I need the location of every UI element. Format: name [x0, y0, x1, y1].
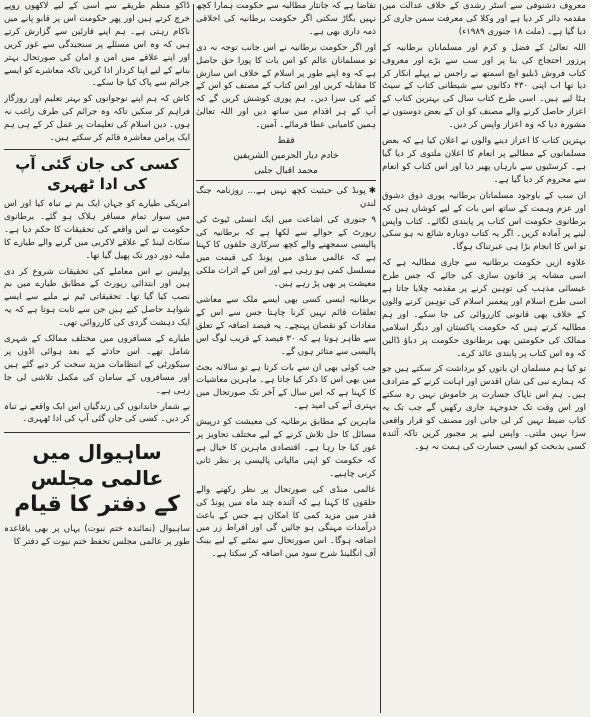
article-paragraph: معروف دشنوفی سے اسٹر رشدی کے خلاف عدالت میں مقدمہ دائر کر دیا ہے اور وکلا کی معرفت سمن جاری کر دیا گیا ہے۔ (ملت ۱۸ جنوری ۱۹۸۹ء): [382, 1, 586, 37]
article-paragraph: ڈاکو منظم طریقے سے اسی کے لیے لاکھوں روپے خرچ کرتے ہیں اور پھر حکومت اس پر قابو پانے میں ناکام رہتی ہے۔ ہم اپنے قارئین سے گزارش کرتے ہیں کہ وہ اس مسئلے پر سنجیدگی سے غور کریں اور اپنے علاقے میں امن و امان کی صورتحال بہتر بنانے کے لیے اپنا کردار ادا کریں تاکہ معاشرے کو ایسے جرائم سے پاک کیا جا سکے۔: [4, 1, 190, 89]
right-column: [382, 0, 586, 717]
middle-column: [196, 0, 376, 717]
notice-subheadline: کے دفتر کا قیام: [14, 492, 180, 518]
article-paragraph: اللہ تعالیٰ کے فضل و کرم اور مسلمانان برطانیہ کے پرزور احتجاج کی بنا پر اور سب سے بڑے اور معروف کتاب فروش ڈبلیو ایچ اسمتھ نے راجس نے پہلے انکار کر دیا تھا اب اپنی ۴۳۰ دکانوں سے شیطانی کتاب کے سیٹ ہٹا لیے ہیں۔ اسی طرح کتاب سال کی بہترین کتاب کے اعزاز حاصل کرنے والے مصنف کو ان کے بعض دوستوں نے مشورہ دیا کہ وہ اعزاز واپس کر دیں۔: [382, 42, 586, 131]
left-column: [4, 0, 190, 717]
article-paragraph: علاوہ ازیں حکومت برطانیہ سے جاری مطالبہ ہے کہ اسی مشابہ پر قانون سازی کی جائے کہ جس طرح عیسائی مذہب کی توہین کرنے پر مقدمہ چلایا جاتا ہے اسی طرح اسلام اور پیغمبر اسلام کی توہین کرنے والوں کے خلاف بھی قانونی کارروائی کی جا سکے۔ اور ہم مطالبہ کرتے ہیں کہ حکومت پاکستان اور دیگر اسلامی ممالک کی حکومتیں بھی برطانوی حکومت پر دباؤ ڈالیں کہ وہ اس کتاب پر پابندی عائد کرے۔: [382, 258, 586, 359]
signature-name: خادم دیار الحرمین الشریفین: [233, 150, 339, 161]
article-paragraph: جب کوئی بھی ان سے بات کرتا ہے تو سالانہ بجٹ میں بھی اس کا ذکر کیا جاتا ہے۔ ماہرین معاشیات کا کہنا ہے کہ اس سال کے آخر تک صورتحال میں بہتری آنے کی امید ہے۔: [196, 362, 376, 412]
signature-prefix: فقط: [277, 136, 295, 147]
article-paragraph: پولیس نے اس معاملے کی تحقیقات شروع کر دی ہیں اور ابتدائی رپورٹ کے مطابق طیارے میں بم نصب کیا گیا تھا۔ تحقیقاتی ٹیم نے ملبے سے ایسے شواہد حاصل کیے ہیں جن سے ثابت ہوتا ہے کہ یہ ایک دہشت گردی کی کارروائی تھی۔: [4, 266, 190, 329]
article-paragraph: ۹ جنوری کی اشاعت میں ایک انسٹی ٹیوٹ کی رپورٹ کے حوالے سے لکھا ہے کہ برطانیہ کی پالیسی سمجھنے والے کچھ سرکاری حلقوں کا کہنا ہے کہ عالمی منڈی میں پونڈ کی قیمت میں مسلسل کمی ہو رہی ہے اور اس کے اثرات ملکی معیشت پر بھی پڑ رہے ہیں۔: [196, 214, 376, 290]
article-paragraph: عالمی منڈی کی صورتحال پر نظر رکھنے والے حلقوں کا کہنا ہے کہ آئندہ چند ماہ میں پونڈ کی قدر میں مزید کمی کا امکان ہے جس کے باعث درآمدات مہنگی ہو جائیں گی اور افراط زر میں اضافہ ہوگا۔ اس صورتحال سے نمٹنے کے لیے بینک آف انگلینڈ شرح سود میں اضافہ کر سکتا ہے۔: [196, 484, 376, 560]
article-paragraph: تقاضا ہے کہ جانثار مطالبہ سے حکومت ہمارا کچھ نہیں بگاڑ سکتی اگر حکومت برطانیہ کی اخلاقی ذمہ داری بھی ہے۔: [196, 1, 376, 37]
article-paragraph: بہترین کتاب کا اعزاز دینے والوں نے اعلان کیا ہے کہ بعض مسلمانوں کے مطالبے پر انعام کا اعلان ملتوی کر دیا گیا ہے۔ کرسٹیوں سے بارہاں پھیر دیا اور اس کتاب کو انعام سے محروم کر دیا گیا ہے۔: [382, 136, 586, 185]
star-icon: ✱: [368, 185, 376, 196]
column-rule: [193, 4, 194, 713]
article-paragraph: اور اگر حکومت برطانیہ نے اس جانب توجہ نہ دی تو مسلمانان عالم کو اس بات کا پورا حق حاصل ہے کہ وہ اپنے طور پر اسلام کے خلاف اس سازش کا مقابلہ کریں اور اس کتاب کے مصنف کو اس کے کیے کی سزا دیں۔ ہم پوری کوشش کریں گے کہ آپ کے ہر اقدام میں ساتھ دیں اور اللہ تعالیٰ ہمیں کامیابی عطا فرمائے۔ آمین۔: [196, 42, 376, 131]
article-paragraph: ماہرین کے مطابق برطانیہ کی معیشت کو درپیش مسائل کا حل تلاش کرنے کے لیے مختلف تجاویز پر غور کیا جا رہا ہے۔ اقتصادی ماہرین کا خیال ہے کہ حکومت کو اپنی مالیاتی پالیسی پر نظر ثانی کرنی چاہیے۔: [196, 417, 376, 479]
article-headline: کسی کی جان گئی آپ کی ادا ٹھہری: [4, 149, 190, 194]
news-item-intro: [196, 180, 376, 211]
column-rule: [380, 4, 381, 713]
article-paragraph: تو کیا ہم مسلمان ان باتوں کو برداشت کر سکتے ہیں جو کہ ہمارے نبی کی شان اقدس اور اہانت کرنے کے مترادف ہیں۔ ہم اس ناپاک جسارت پر خاموش نہیں رہ سکتے اور اس وقت تک جدوجہد جاری رکھیں گے جب تک یہ کتاب ضبط نہیں کر لی جاتی اور مصنف کو قرار واقعی سزا نہیں ملتی۔ واپس لینے پر مجبور کریں تاکہ آئندہ کسی بدبخت کو ایسی جسارت کی ہمت نہ ہو۔: [382, 364, 586, 452]
article-paragraph: ان سب کے باوجود مسلمانان برطانیہ پوری ذوق دشوق اور عزم وہمت کے ساتھ اس بات کے لیے کوشاں ہیں کہ برطانوی حکومت اس کتاب پر پابندی لگائے۔ کتاب واپس لینے پر آمادہ کریں۔ اگر یہ کتاب دوبارہ شائع نہ ہو سکی تو اس کا انجام بڑا ہی عبرتناک ہوگا۔: [382, 190, 586, 253]
notice-text: ساہیوال (نمائندہ ختم نبوت) یہاں پر بھی باقاعدہ طور پر عالمی مجلس تحفظ ختم نبوت کے دفتر کا: [4, 524, 190, 548]
article-paragraph: بے شمار خاندانوں کی زندگیاں اس ایک واقعے نے تباہ کر دیں۔ کسی کی جان گئی آپ کی ادا ٹھہری۔: [4, 401, 190, 425]
article-paragraph: برطانیہ ایسی کسی بھی ایسے ملک سے معاشی تعلقات قائم نہیں کرنا چاہتا جس سے اس کے مفادات کو نقصان پہنچے۔ یہ فیصد اضافہ کے تعلق سے ظاہر ہوتا ہے کہ ۳۰ فیصد کے قریب لوگ اس پالیسی سے متاثر ہوں گے۔: [196, 295, 376, 357]
news-item-intro-text: پونڈ کی حیثیت کچھ نہیں ہے… روزنامہ جنگ لندن: [196, 185, 376, 209]
article-paragraph: طیارے کے مسافروں میں مختلف ممالک کے شہری شامل تھے۔ اس حادثے کے بعد ہوائی اڈوں پر سیکورٹی کے انتظامات مزید سخت کر دیے گئے ہیں اور مسافروں کے سامان کی مکمل تلاشی لی جا رہی ہے۔: [4, 334, 190, 396]
article-paragraph: امریکی طیارے کو جہاں ایک بم نے تباہ کیا اور اس میں سوار تمام مسافر ہلاک ہو گئے۔ برطانوی حکومت نے اس واقعے کی تحقیقات کا حکم دیا ہے۔ سکاٹ لینڈ کے علاقے لاکربی میں گرنے والے طیارے کا ملبہ دور دور تک پھیل گیا تھا۔: [4, 198, 190, 261]
signature-title: محمد اقبال جلبی: [254, 165, 318, 176]
article-paragraph: کاش کہ ہم اپنے نوجوانوں کو بہتر تعلیم اور روزگار فراہم کر سکیں تاکہ وہ جرائم کی طرف راغب نہ ہوں۔ دین اسلام کی تعلیمات پر عمل کر کے ہی ہم ایک پرامن معاشرہ قائم کر سکتے ہیں۔: [4, 94, 190, 144]
notice-headline: ساہیوال میں عالمی مجلس: [4, 432, 190, 491]
